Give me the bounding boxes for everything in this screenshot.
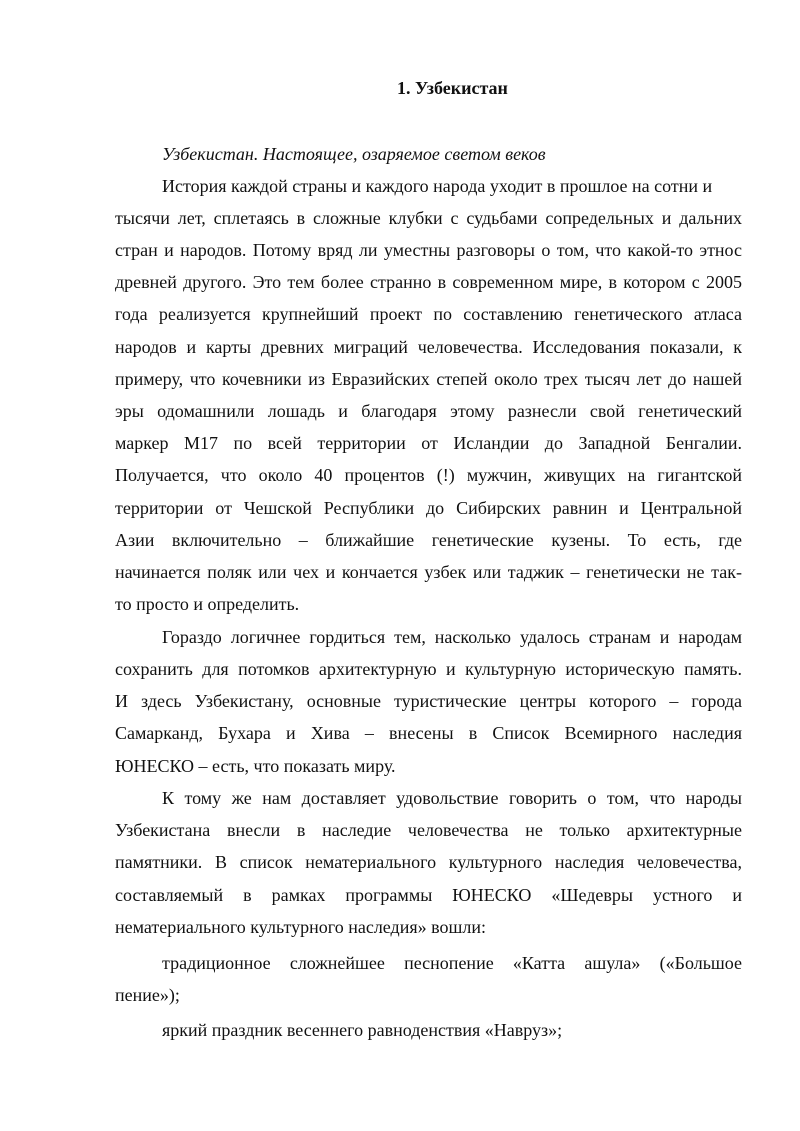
text-line: пение»); (115, 985, 180, 1005)
text-line: Получается, что около 40 процентов (!) мужчин, живущих на гигантской (115, 465, 742, 485)
text-line: Азии включительно – ближайшие генетические кузены. То есть, где (115, 530, 742, 550)
text-line: Узбекистана внесли в наследие человечества не только архитектурные (115, 820, 742, 840)
text-line: Гораздо логичнее гордиться тем, насколько удалось странам и народам (162, 627, 742, 647)
text-line: стран и народов. Потому вряд ли уместны разговоры о том, что какой-то этнос (115, 240, 742, 260)
text-line: И здесь Узбекистану, основные туристические центры которого – города (115, 691, 742, 711)
text-line: народов и карты древних миграций человечества. Исследования показали, к (115, 337, 742, 357)
text-line: эры одомашнили лошадь и благодаря этому разнесли свой генетический (115, 401, 742, 421)
text-line: то просто и определить. (115, 594, 300, 614)
text-line: традиционное сложнейшее песнопение «Катта ашула» («Большое (162, 953, 742, 973)
text-line: К тому же нам доставляет удовольствие говорить о том, что народы (162, 788, 742, 808)
subtitle: Узбекистан. Настоящее, озаряемое светом веков (162, 144, 546, 164)
text-line: маркер M17 по всей территории от Исландии до Западной Бенгалии. (115, 433, 742, 453)
text-line: начинается поляк или чех и кончается узбек или таджик – генетически не так- (115, 562, 742, 582)
text-line: Самарканд, Бухара и Хива – внесены в Список Всемирного наследия (115, 723, 742, 743)
text-line: древней другого. Это тем более странно в современном мире, в котором с 2005 (115, 272, 742, 292)
section-heading: 1. Узбекистан (397, 78, 508, 98)
text-line: примеру, что кочевники из Евразийских степей около трех тысяч лет до нашей (115, 369, 742, 389)
text-line: памятники. В список нематериального культурного наследия человечества, (115, 852, 742, 872)
text-line: История каждой страны и каждого народа уходит в прошлое на сотни и (162, 176, 713, 196)
text-line: нематериального культурного наследия» вошли: (115, 917, 486, 937)
text-line: составляемый в рамках программы ЮНЕСКО «Шедевры устного и (115, 885, 742, 905)
text-line: территории от Чешской Республики до Сибирских равнин и Центральной (115, 498, 742, 518)
text-line: яркий праздник весеннего равноденствия «Навруз»; (162, 1020, 563, 1040)
text-line: ЮНЕСКО – есть, что показать миру. (115, 756, 396, 776)
text-line: сохранить для потомков архитектурную и культурную историческую память. (115, 659, 742, 679)
text-line: года реализуется крупнейший проект по составлению генетического атласа (115, 304, 742, 324)
text-line: тысячи лет, сплетаясь в сложные клубки с судьбами сопредельных и дальних (115, 208, 742, 228)
